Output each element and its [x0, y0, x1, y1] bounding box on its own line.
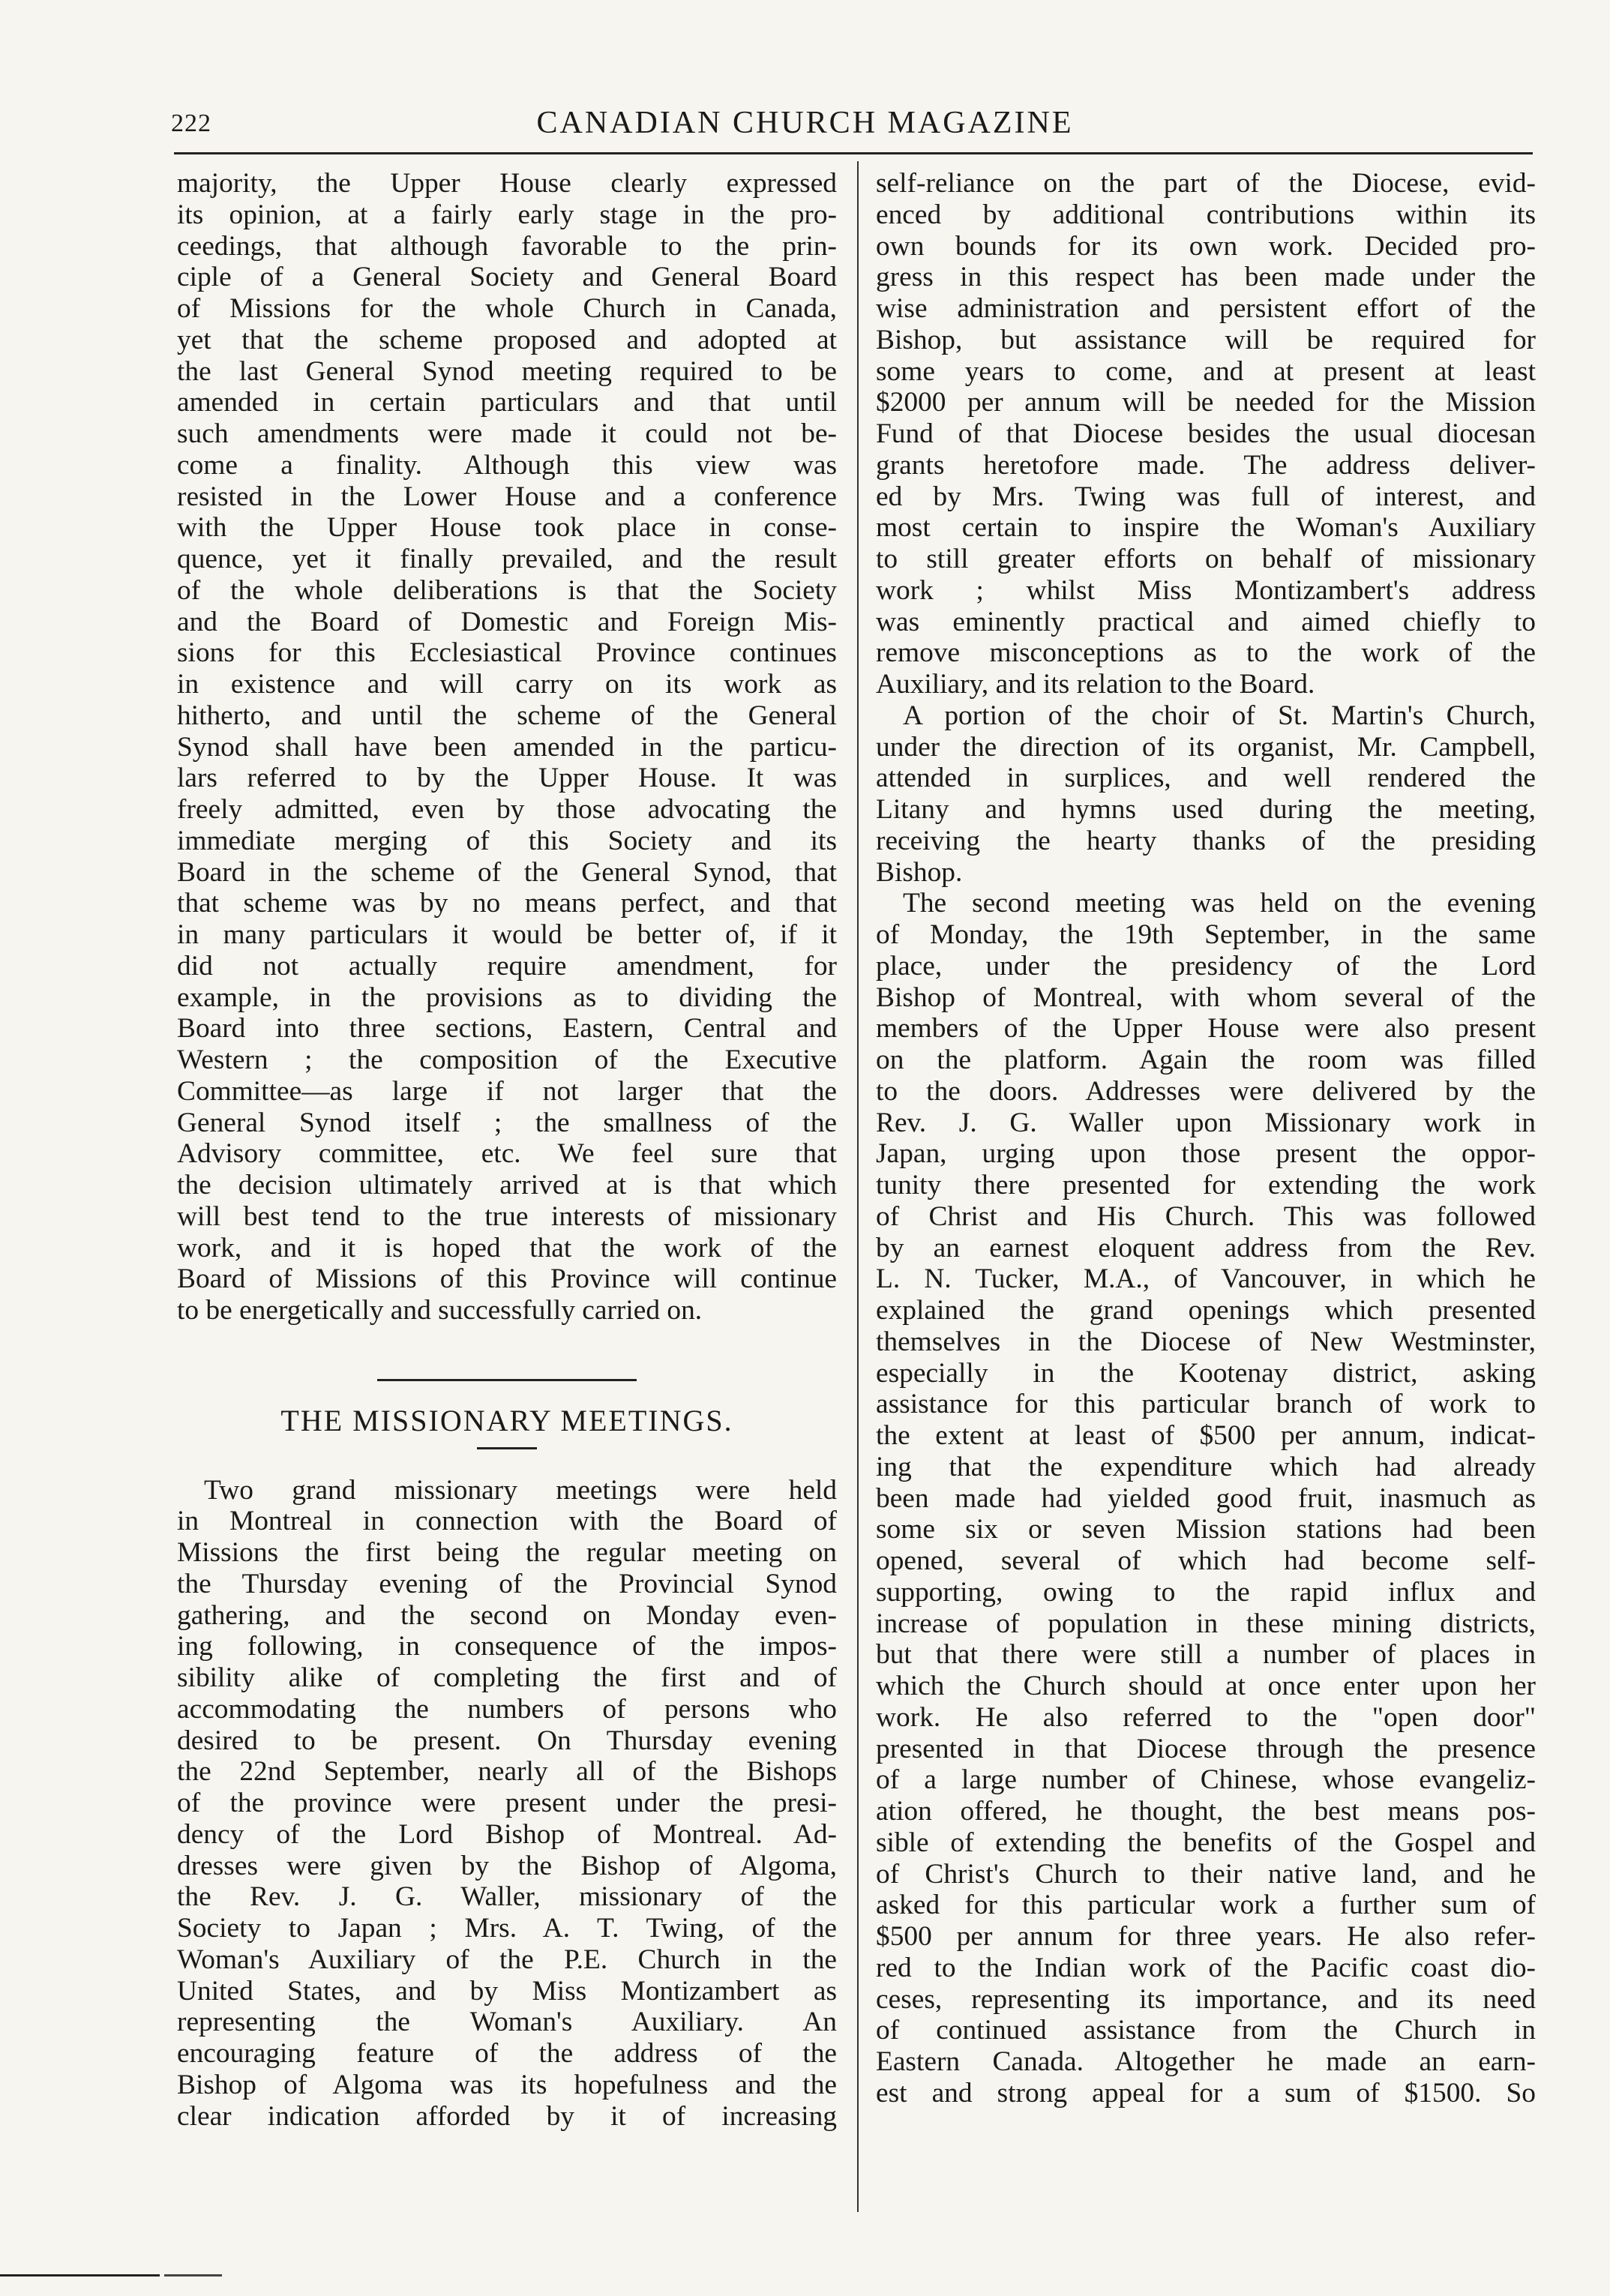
text-line: Board of Missions of this Province will continue	[177, 1263, 837, 1295]
text-line: L. N. Tucker, M.A., of Vancouver, in which he	[876, 1263, 1536, 1295]
text-line: wise administration and persistent effort of the	[876, 293, 1536, 324]
text-line: to be energetically and successfully carried on.	[177, 1295, 703, 1326]
text-line: of the province were present under the presi-	[177, 1788, 837, 1818]
text-line: presented in that Diocese through the presence	[876, 1733, 1536, 1764]
text-line: ed by Mrs. Twing was full of interest, and	[876, 481, 1536, 512]
text-line: Board into three sections, Eastern, Central and	[177, 1013, 837, 1045]
text-line: Missions the first being the regular meeting on	[177, 1537, 837, 1568]
text-line: United States, and by Miss Montizambert as	[177, 1975, 837, 2007]
text-line: the last General Synod meeting required to be	[177, 355, 837, 387]
text-line: freely admitted, even by those advocating the	[177, 794, 837, 825]
text-line: $2000 per annum will be needed for the Mission	[876, 387, 1536, 418]
text-line: but that there were still a number of places in	[876, 1639, 1536, 1671]
text-line: ing following, in consequence of the impos-	[177, 1631, 837, 1662]
text-line: sibility alike of completing the first and of	[177, 1662, 837, 1693]
text-line: Society to Japan ; Mrs. A. T. Twing, of the	[177, 1913, 837, 1944]
text-line: Committee—as large if not larger that the	[177, 1075, 837, 1107]
text-line: Eastern Canada. Altogether he made an earn-	[876, 2046, 1536, 2077]
text-line: Fund of that Diocese besides the usual diocesan	[876, 418, 1536, 449]
text-line: of Missions for the whole Church in Canada,	[177, 293, 837, 324]
text-line: self-reliance on the part of the Diocese, evid-	[876, 168, 1536, 199]
text-line: receiving the hearty thanks of the presiding	[876, 825, 1536, 856]
text-line: under the direction of its organist, Mr. Campbell,	[876, 731, 1536, 763]
text-line: work ; whilst Miss Montizambert's address	[876, 574, 1536, 606]
bottom-edge-mark	[0, 2274, 222, 2277]
text-line: ciple of a General Society and General Board	[177, 262, 837, 293]
text-line: increase of population in these mining districts,	[876, 1608, 1536, 1639]
text-line: remove misconceptions as to the work of the	[876, 637, 1536, 669]
text-line: own bounds for its own work. Decided pro-	[876, 230, 1536, 262]
text-line: Board in the scheme of the General Synod, that	[177, 856, 837, 888]
text-line: place, under the presidency of the Lord	[876, 950, 1536, 982]
text-line: Rev. J. G. Waller upon Missionary work in	[876, 1107, 1536, 1138]
text-line: Advisory committee, etc. We feel sure that	[177, 1138, 837, 1170]
column-divider	[857, 161, 859, 2212]
running-title: CANADIAN CHURCH MAGAZINE	[536, 106, 1074, 140]
text-line: Bishop of Algoma was its hopefulness and the	[177, 2069, 837, 2100]
text-line: by an earnest eloquent address from the Rev.	[876, 1232, 1536, 1263]
header-rule	[174, 152, 1533, 154]
text-line: dency of the Lord Bishop of Montreal. Ad-	[177, 1818, 837, 1850]
text-line: of the whole deliberations is that the Society	[177, 574, 837, 606]
text-line: Synod shall have been amended in the particu-	[177, 731, 837, 763]
text-line: enced by additional contributions within its	[876, 199, 1536, 230]
text-line: ation offered, he thought, the best means pos-	[876, 1796, 1536, 1827]
text-line: clear indication afforded by it of increasing	[177, 2100, 837, 2132]
text-line: did not actually require amendment, for	[177, 950, 837, 982]
text-line: explained the grand openings which presented	[876, 1295, 1536, 1326]
text-line: gress in this respect has been made under the	[876, 262, 1536, 293]
text-line: which the Church should at once enter upon her	[876, 1671, 1536, 1701]
text-line: ceses, representing its importance, and its need	[876, 1983, 1536, 2015]
text-line: members of the Upper House were also present	[876, 1013, 1536, 1045]
right-column-text	[876, 168, 1536, 2109]
text-line: work. He also referred to the "open door"	[876, 1701, 1536, 1733]
text-line: in many particulars it would be better of, if it	[177, 919, 837, 950]
text-line: red to the Indian work of the Pacific coast dio-	[876, 1952, 1536, 1983]
text-line: dresses were given by the Bishop of Algoma,	[177, 1850, 837, 1881]
text-line: Japan, urging upon those present the oppor-	[876, 1138, 1536, 1170]
text-line: grants heretofore made. The address deliver-	[876, 449, 1536, 481]
text-line: in Montreal in connection with the Board of	[177, 1506, 837, 1537]
text-line: to the doors. Addresses were delivered by the	[876, 1075, 1536, 1107]
text-line: of a large number of Chinese, whose evangeliz-	[876, 1764, 1536, 1796]
text-line: work, and it is hoped that the work of the	[177, 1232, 837, 1263]
text-line: example, in the provisions as to dividing the	[177, 982, 837, 1013]
text-line: some years to come, and at present at least	[876, 355, 1536, 387]
text-line: gathering, and the second on Monday even-	[177, 1599, 837, 1631]
section-rule	[377, 1379, 637, 1381]
text-line: ing that the expenditure which had already	[876, 1451, 1536, 1482]
text-line: of Christ's Church to their native land, and he	[876, 1858, 1536, 1890]
text-line: amended in certain particulars and that until	[177, 387, 837, 418]
text-line: of continued assistance from the Church in	[876, 2015, 1536, 2046]
text-line: to still greater efforts on behalf of missionary	[876, 544, 1536, 574]
text-line: Bishop of Montreal, with whom several of the	[876, 982, 1536, 1013]
text-line: come a finality. Although this view was	[177, 449, 837, 481]
text-line: that scheme was by no means perfect, and that	[177, 888, 837, 919]
text-line: yet that the scheme proposed and adopted at	[177, 324, 837, 355]
text-line: of Christ and His Church. This was followed	[876, 1200, 1536, 1232]
text-line: especially in the Kootenay district, asking	[876, 1357, 1536, 1389]
text-line: desired to be present. On Thursday evening	[177, 1725, 837, 1756]
text-line: Two grand missionary meetings were held	[204, 1474, 837, 1506]
text-line: est and strong appeal for a sum of $1500. So	[876, 2077, 1536, 2109]
right-column	[876, 168, 1536, 2109]
text-line: was eminently practical and aimed chiefly to	[876, 606, 1536, 637]
text-line: the decision ultimately arrived at is that which	[177, 1170, 837, 1200]
text-line: the Rev. J. G. Waller, missionary of the	[177, 1881, 837, 1913]
text-line: some six or seven Mission stations had been	[876, 1514, 1536, 1545]
text-line: asked for this particular work a further sum of	[876, 1890, 1536, 1921]
left-column	[177, 168, 837, 2132]
text-line: hitherto, and until the scheme of the General	[177, 700, 837, 731]
text-line: on the platform. Again the room was filled	[876, 1045, 1536, 1075]
text-line: sions for this Ecclesiastical Province continues	[177, 637, 837, 669]
text-line: the Thursday evening of the Provincial Synod	[177, 1568, 837, 1599]
text-line: ceedings, that although favorable to the prin-	[177, 230, 837, 262]
text-line: Bishop, but assistance will be required for	[876, 324, 1536, 355]
text-line: The second meeting was held on the evening	[903, 888, 1536, 919]
text-line: tunity there presented for extending the work	[876, 1170, 1536, 1200]
text-line: of Monday, the 19th September, in the same	[876, 919, 1536, 950]
text-line: Litany and hymns used during the meeting,	[876, 794, 1536, 825]
text-line: supporting, owing to the rapid influx and	[876, 1576, 1536, 1608]
text-line: lars referred to by the Upper House. It was	[177, 763, 837, 794]
text-line: will best tend to the true interests of missionary	[177, 1200, 837, 1232]
text-line: immediate merging of this Society and its	[177, 825, 837, 856]
text-line: opened, several of which had become self-	[876, 1545, 1536, 1576]
text-line: encouraging feature of the address of the	[177, 2038, 837, 2069]
text-line: Auxiliary, and its relation to the Board.	[876, 669, 1315, 700]
section-short-rule	[477, 1447, 537, 1449]
text-line: representing the Woman's Auxiliary. An	[177, 2007, 837, 2038]
text-line: quence, yet it finally prevailed, and the result	[177, 544, 837, 574]
section-text	[177, 1475, 837, 2133]
text-line: Bishop.	[876, 856, 963, 888]
text-line: in existence and will carry on its work as	[177, 669, 837, 700]
text-line: $500 per annum for three years. He also refer-	[876, 1921, 1536, 1952]
text-line: with the Upper House took place in conse-	[177, 512, 837, 544]
text-line: resisted in the Lower House and a conference	[177, 481, 837, 512]
text-line: the extent at least of $500 per annum, indicat-	[876, 1420, 1536, 1451]
text-line: and the Board of Domestic and Foreign Mis-	[177, 606, 837, 637]
text-line: been made had yielded good fruit, inasmuch as	[876, 1482, 1536, 1514]
left-column-text	[177, 168, 837, 1326]
text-line: the 22nd September, nearly all of the Bishops	[177, 1756, 837, 1788]
section-title: THE MISSIONARY MEETINGS.	[280, 1403, 733, 1437]
text-line: its opinion, at a fairly early stage in the pro-	[177, 199, 837, 230]
text-line: Woman's Auxiliary of the P.E. Church in the	[177, 1944, 837, 1975]
text-line: majority, the Upper House clearly expressed	[177, 168, 837, 199]
text-line: such amendments were made it could not be-	[177, 418, 837, 449]
text-line: A portion of the choir of St. Martin's Church,	[903, 700, 1536, 731]
text-line: most certain to inspire the Woman's Auxiliary	[876, 512, 1536, 544]
text-line: General Synod itself ; the smallness of the	[177, 1107, 837, 1138]
text-line: Western ; the composition of the Executive	[177, 1045, 837, 1075]
text-line: sible of extending the benefits of the Gospel and	[876, 1827, 1536, 1858]
text-line: attended in surplices, and well rendered the	[876, 763, 1536, 794]
text-line: accommodating the numbers of persons who	[177, 1693, 837, 1725]
page-number: 222	[171, 109, 211, 137]
text-line: assistance for this particular branch of work to	[876, 1389, 1536, 1420]
text-line: themselves in the Diocese of New Westminster,	[876, 1326, 1536, 1357]
